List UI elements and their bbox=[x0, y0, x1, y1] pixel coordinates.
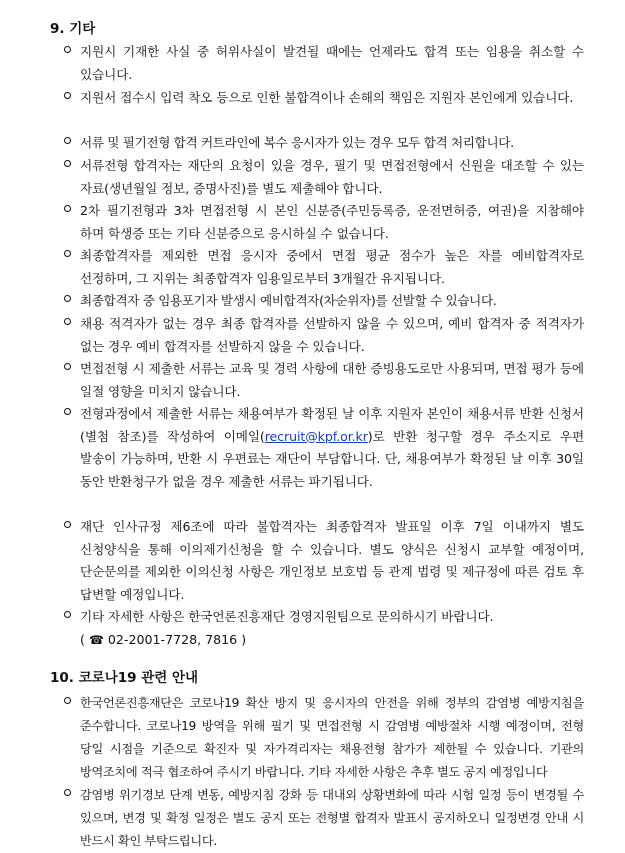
list-item bbox=[64, 200, 584, 245]
circle-bullet-icon bbox=[64, 92, 71, 99]
list-item bbox=[64, 87, 584, 110]
section-9-title: 9. 기타 bbox=[50, 21, 96, 37]
list-item bbox=[64, 313, 584, 358]
list-item bbox=[64, 41, 584, 86]
list-item-text: 지원시 기재한 사실 중 허위사실이 발견될 때에는 언제라도 합격 또는 임용을 취소할 수 있습니다. bbox=[80, 44, 584, 82]
list-item bbox=[64, 155, 584, 200]
circle-bullet-icon bbox=[64, 318, 71, 325]
list-item-text: 서류전형 합격자는 재단의 요청이 있을 경우, 필기 및 면접전형에서 신원을 대조할 수 있는 자료(생년월일 정보, 증명사진)를 별도 제출해야 합니다. bbox=[80, 158, 584, 196]
list-item-text: 지원서 접수시 입력 착오 등으로 인한 불합격이나 손해의 책임은 지원자 본인에게 있습니다. bbox=[80, 90, 574, 105]
contact-line: ( ☎ 02-2001-7728, 7816 ) bbox=[80, 629, 584, 652]
list-item-contact bbox=[64, 606, 584, 651]
list-item bbox=[64, 358, 584, 403]
return-text-before: 전형과정에서 제출한 서류는 채용여부가 확정된 날 이후 지원자 본인이 채용서류 반환 신청서(별첨 참조)를 작성하여 이메일( bbox=[80, 406, 584, 444]
circle-bullet-icon bbox=[64, 160, 71, 167]
list-item-text bbox=[80, 403, 584, 493]
email-link[interactable]: recruit@kpf.or.kr bbox=[264, 428, 368, 444]
list-item-text: 서류 및 필기전형 합격 커트라인에 복수 응시자가 있는 경우 모두 합격 처리합니다. bbox=[80, 135, 514, 150]
circle-bullet-icon bbox=[64, 363, 71, 370]
list-item-document-return bbox=[64, 403, 584, 493]
list-item-text: 2차 필기전형과 3차 면접전형 시 본인 신분증(주민등록증, 운전면허증, 여권)을 지참해야 하며 학생증 또는 기타 신분증으로 응시하실 수 없습니다. bbox=[80, 203, 584, 241]
circle-bullet-icon bbox=[64, 611, 71, 618]
circle-bullet-icon bbox=[64, 137, 71, 144]
list-item bbox=[64, 132, 584, 155]
return-text-after: )로 반환 청구할 경우 주소지로 우편 발송이 가능하며, 반환 시 우편료는 재단이 부담합니다. 단, 채용여부가 확정된 날 이후 30일 동안 반환청구가 없을 경우 제출한 서류는 파기됩니다. bbox=[80, 428, 585, 489]
section-10-title: 10. 코로나19 관련 안내 bbox=[50, 670, 199, 686]
circle-bullet-icon bbox=[64, 250, 71, 257]
list-item-appeal bbox=[64, 516, 584, 606]
circle-bullet-icon bbox=[64, 521, 71, 528]
circle-bullet-icon bbox=[64, 789, 71, 796]
list-item-text: 최종합격자 중 임용포기자 발생시 예비합격자(차순위자)를 선발할 수 있습니다. bbox=[80, 293, 497, 308]
list-item-text: 최종합격자를 제외한 면접 응시자 중에서 면접 평균 점수가 높은 자를 예비합격자로 선정하며, 그 지위는 최종합격자 임용일로부터 3개월간 유지됩니다. bbox=[80, 248, 584, 286]
circle-bullet-icon bbox=[64, 697, 71, 704]
list-item bbox=[64, 245, 584, 290]
contact-phone: 02-2001-7728, 7816 bbox=[107, 631, 238, 647]
circle-bullet-icon bbox=[64, 205, 71, 212]
list-item-text: 채용 적격자가 없는 경우 최종 합격자를 선발하지 않을 수 있으며, 예비 합격자 중 적격자가 없는 경우 예비 합격자를 선발하지 않을 수 있습니다. bbox=[80, 316, 584, 354]
phone-icon: ☎ bbox=[88, 632, 104, 647]
list-item-text: 감염병 위기경보 단계 변동, 예방지침 강화 등 대내외 상황변화에 따라 시험 일정 등이 변경될 수 있으며, 변경 및 확정 일정은 별도 공지 또는 전형별 합격자 발표시 공지하오니 일정변경 안내 시 반드시 확인 부탁드립니다. bbox=[80, 788, 584, 848]
list-item bbox=[64, 692, 584, 784]
list-item-text: 기타 자세한 사항은 한국언론진흥재단 경영지원팀으로 문의하시기 바랍니다. bbox=[80, 609, 494, 624]
circle-bullet-icon bbox=[64, 408, 71, 415]
list-item bbox=[64, 784, 584, 853]
list-item-text: 한국언론진흥재단은 코로나19 확산 방지 및 응시자의 안전을 위해 정부의 감염병 예방지침을 준수합니다. 코로나19 방역을 위해 필기 및 면접전형 시 감염병 예방절차 시행 예정이며, 전형 당일 시점을 기준으로 확진자 및 자가격리자는 채용전형 참가가 제한될 수 있습니다. 기관의 방역조치에 적극 협조하여 주시기 바랍니다. 기타 자세한 사항은 추후 별도 공지 예정입니다 bbox=[80, 696, 584, 779]
list-item-text: 면접전형 시 제출한 서류는 교육 및 경력 사항에 대한 증빙용도로만 사용되며, 면접 평가 등에 일절 영향을 미치지 않습니다. bbox=[80, 361, 584, 399]
list-item-text: 재단 인사규정 제6조에 따라 불합격자는 최종합격자 발표일 이후 7일 이내까지 별도 신청양식을 통해 이의제기신청을 할 수 있습니다. 별도 양식은 신청시 교부할 예정이며, 단순문의를 제외한 이의신청 사항은 개인정보 보호법 등 관계 법령 및 제규정에 따른 검토 후 답변할 예정입니다. bbox=[80, 519, 584, 602]
circle-bullet-icon bbox=[64, 46, 71, 53]
circle-bullet-icon bbox=[64, 295, 71, 302]
list-item bbox=[64, 290, 584, 313]
